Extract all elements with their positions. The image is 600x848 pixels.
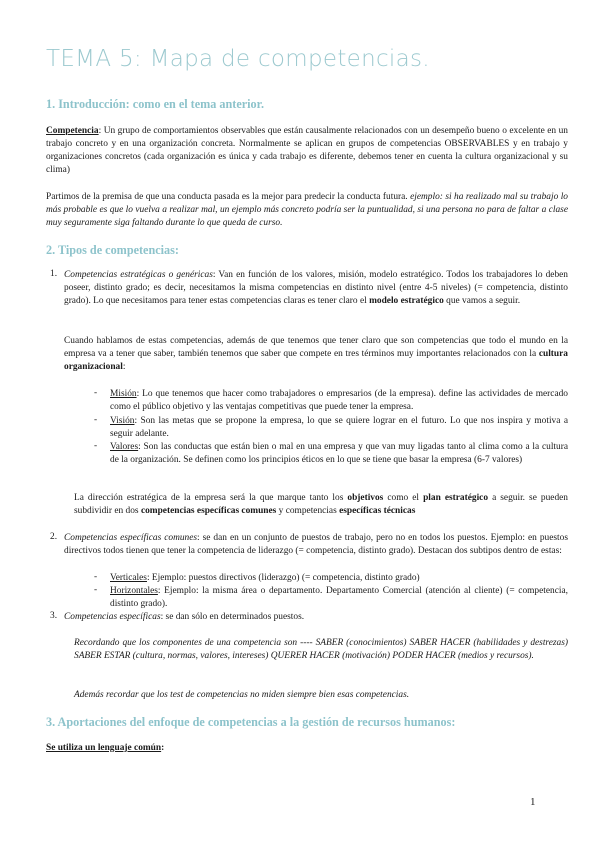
section-3-heading: 3. Aportaciones del enfoque de competencias a la gestión de recursos humanos: <box>46 715 456 729</box>
bullet-dash: - <box>94 415 98 425</box>
tests-note: Además recordar que los test de competencias no miden siempre bien esas competencias. <box>74 690 410 700</box>
strategic-direction-paragraph: La dirección estratégica de la empresa será la que marque tanto los objetivos como el plan estratégico a seguir. se pueden subdividir en dos competencias específicas comunes y competencias específicas técnicas <box>74 493 568 516</box>
mision-item: Misión: Lo que tenemos que hacer como trabajadores o empresarios (de la empresa). define las actividades de mercado como el público objetivo y las ventajas competitivas que puede tener la empresa. <box>110 389 568 412</box>
list-number-3: 3. <box>50 611 58 621</box>
section-1-heading: 1. Introducción: como en el tema anterior. <box>46 97 264 111</box>
horizontales-item: Horizontales: Ejemplo: la misma área o departamento. Departamento Comercial (atención al cliente) (= competencia, distinto grado). <box>110 586 568 609</box>
vision-item: Visión: Son las metas que se propone la empresa, lo que se quiere lograr en el futuro. Lo que nos inspira y motiva a seguir adelante. <box>110 416 568 439</box>
organizational-culture-paragraph: Cuando hablamos de estas competencias, además de que tenemos que tener claro que son competencias que todo el mundo en la empresa va a tener que saber, también tenemos que saber que compete en tres términos muy importantes relacionados con la cultura organizacional: <box>64 336 568 372</box>
bullet-dash: - <box>94 585 98 595</box>
bullet-dash: - <box>94 441 98 451</box>
document-title: TEMA 5: Mapa de competencias. <box>46 46 430 72</box>
competencia-definition: Competencia: Un grupo de comportamientos observables que están causalmente relacionados con un desempeño bueno o excelente en un trabajo concreto y en una organización concreta. Normalmente se aplican en grupos de competencias OBSERVABLES y en trabajo y organizaciones concretos (cada organización es única y cada trabajo es diferente, debemos tener en cuenta la cultura organizacional y su clima) <box>46 126 568 175</box>
section-2-heading: 2. Tipos de competencias: <box>46 243 179 257</box>
premise-paragraph: Partimos de la premisa de que una conducta pasada es la mejor para predecir la conducta futura. ejemplo: si ha realizado mal su trabajo lo más probable es que lo vuelva a realizar mal, un ejemplo más concreto podría ser la puntualidad, si una persona no para de faltar a clase muy seguramente siga faltando durante lo que queda de curso. <box>46 192 568 228</box>
common-specific-competencies: Competencias específicas comunes: se dan en un conjunto de puestos de trabajo, pero no en todos los puestos. Ejemplo: en puestos directivos todos tienen que tener la competencia de liderazgo (= competencia, distinto grado). Destacan dos subtipos dentro de estas: <box>64 533 568 556</box>
components-note: Recordando que los componentes de una competencia son ---- SABER (conocimientos) SABER HACER (habilidades y destrezas) SABER ESTAR (cultura, normas, valores, intereses) QUERER HACER (motivación) PODER HACER (medios y recursos). <box>74 638 568 661</box>
verticales-item: Verticales: Ejemplo: puestos directivos (liderazgo) (= competencia, distinto grado) <box>110 573 420 583</box>
strategic-competencies: Competencias estratégicas o genéricas: Van en función de los valores, misión, modelo estratégico. Todos los trabajadores lo deben poseer, distinto grado; es decir, necesitamos la misma competencias en distinto nivel (entre 4-5 niveles) (= competencia, distinto grado). Lo que necesitamos para tener estas competencias claras es tener claro el modelo estratégico que vamos a seguir. <box>64 270 568 306</box>
list-number-1: 1. <box>50 269 58 279</box>
bullet-dash: - <box>94 572 98 582</box>
list-number-2: 2. <box>50 532 58 542</box>
bullet-dash: - <box>94 388 98 398</box>
specific-competencies: Competencias específicas: se dan sólo en determinados puestos. <box>64 612 305 622</box>
common-language-subheading: Se utiliza un lenguaje común: <box>46 743 165 753</box>
page-number: 1 <box>530 796 536 808</box>
valores-item: Valores: Son las conductas que están bien o mal en una empresa y que van muy ligadas tanto al clima como a la cultura de la organización. Se definen como los principios éticos en lo que se tiene que basar la empresa (6-7 valores) <box>110 442 568 465</box>
